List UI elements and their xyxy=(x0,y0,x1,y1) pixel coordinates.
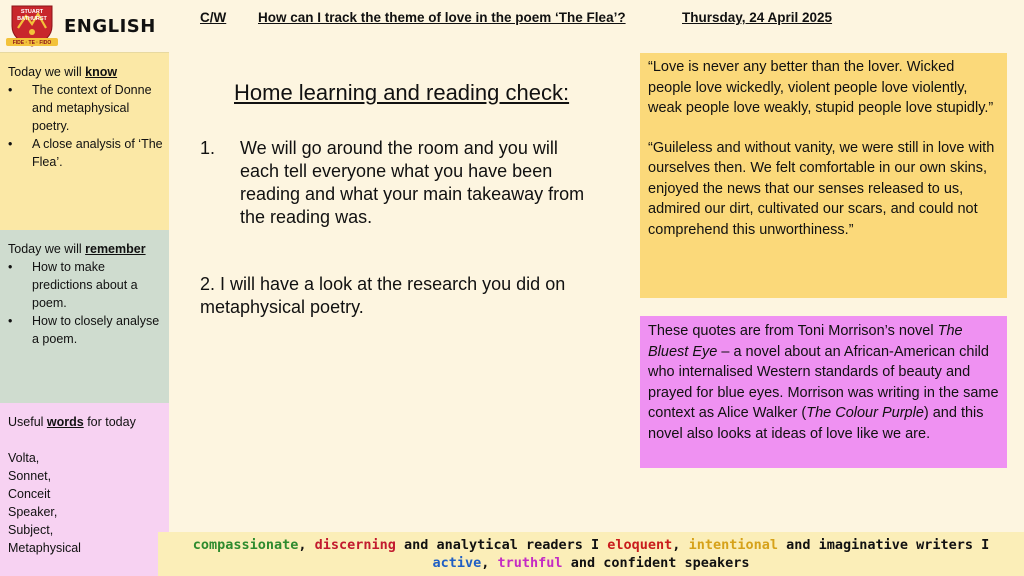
list-item: Subject, xyxy=(8,523,54,537)
svg-text:FIDE · TE · FIDO: FIDE · TE · FIDO xyxy=(12,40,52,46)
know-heading: Today we will know xyxy=(8,65,118,79)
list-item: • How to make predictions about a poem. xyxy=(32,258,163,312)
know-list xyxy=(8,81,163,171)
quote-1: “Love is never any better than the lover. Wicked people love wickedly, violent people love violently, weak people love weakly, stupid people love stupidly.” xyxy=(648,59,994,116)
svg-text:BATHURST: BATHURST xyxy=(17,16,47,22)
footer-line-2: active, truthful and confident speakers xyxy=(432,555,750,571)
words-heading: Useful words for today xyxy=(8,415,136,429)
remember-list xyxy=(8,258,163,348)
remember-panel xyxy=(0,230,169,403)
list-item: Volta, xyxy=(8,451,40,465)
words-list xyxy=(8,449,163,557)
list-item: Sonnet, xyxy=(8,469,52,483)
classwork-label: C/W xyxy=(200,10,227,25)
list-item: Metaphysical xyxy=(8,541,81,555)
task-number: 1. xyxy=(200,138,216,158)
list-item: Conceit xyxy=(8,487,51,501)
context-box: These quotes are from Toni Morrison’s novel The Bluest Eye – a novel about an African-American child who internalised Western standards of beauty and prayed for blue eyes. Morrison was writing in the same context as Alice Walker (The Colour Purple) and this novel also looks at ideas of love like we are. xyxy=(640,316,1007,468)
task-text: We will go around the room and you will each tell everyone what you have been reading and what your main takeaway from the reading was. xyxy=(240,138,585,227)
values-footer xyxy=(158,532,1024,576)
know-panel xyxy=(0,52,169,230)
book-title: The Colour Purple xyxy=(806,405,924,421)
svg-text:STUART: STUART xyxy=(20,9,44,15)
subject-title: ENGLISH xyxy=(64,16,156,37)
school-crest-icon xyxy=(4,2,60,48)
quote-box xyxy=(640,53,1007,298)
quote-2: “Guileless and without vanity, we were still in love with ourselves then. We felt comfortable in our own skins, enjoyed the news that our senses released to us, admired our dirt, cultivated our scars, and could not comprehend this unworthiness.” xyxy=(648,139,995,238)
footer-line-1: compassionate, discerning and analytical readers I eloquent, intentional and imaginative writers I xyxy=(192,537,990,553)
task-item-2: 2. I will have a look at the research you did on metaphysical poetry. xyxy=(200,274,566,317)
lesson-question: How can I track the theme of love in the poem ‘The Flea’? xyxy=(258,10,626,25)
page-title: Home learning and reading check: xyxy=(234,80,570,105)
task-item-1 xyxy=(200,137,600,229)
list-item: • How to closely analyse a poem. xyxy=(32,312,163,348)
lesson-date: Thursday, 24 April 2025 xyxy=(682,10,833,25)
list-item: • A close analysis of ‘The Flea’. xyxy=(32,135,163,171)
remember-heading: Today we will remember xyxy=(8,242,146,256)
list-item: Speaker, xyxy=(8,505,58,519)
list-item: • The context of Donne and metaphysical poetry. xyxy=(32,81,163,135)
book-title: The Bluest Eye xyxy=(648,323,963,360)
words-panel xyxy=(0,403,169,576)
